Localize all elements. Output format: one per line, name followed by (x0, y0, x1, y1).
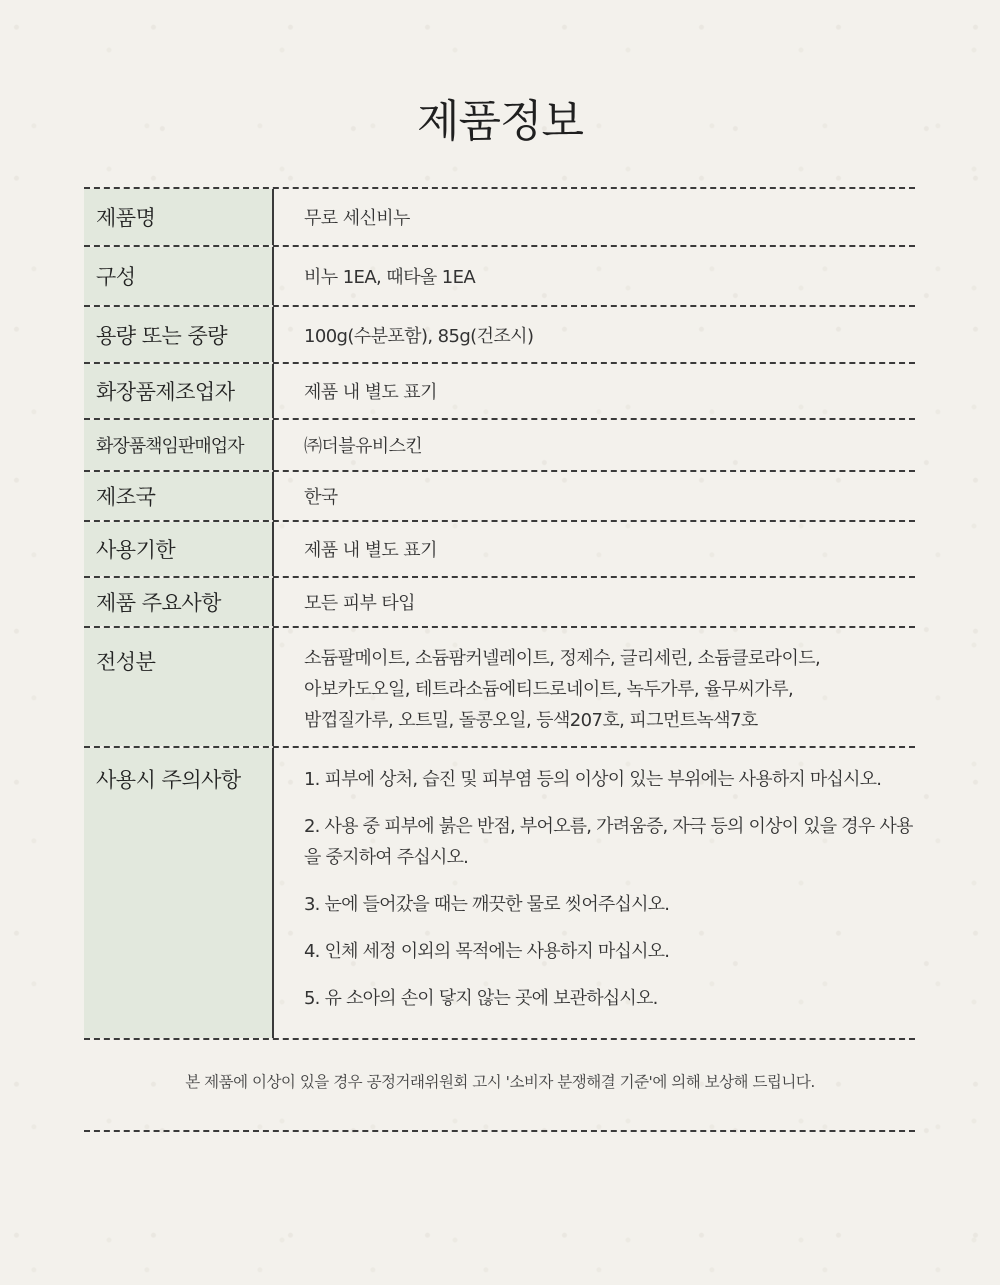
table-row-distributor (84, 418, 915, 470)
ingredients-line: 소듐팔메이트, 소듐팜커넬레이트, 정제수, 글리세린, 소듐클로라이드, (304, 648, 821, 669)
ingredients-line: 아보카도오일, 테트라소듐에티드로네이트, 녹두가루, 율무씨가루, (304, 679, 794, 700)
row-value: 제품 내 별도 표기 (304, 382, 437, 403)
table-row-composition (84, 245, 915, 305)
row-label: 사용기한 (84, 522, 274, 576)
row-value: 모든 피부 타입 (304, 593, 415, 614)
ingredients-line: 밤껍질가루, 오트밀, 돌콩오일, 등색207호, 피그먼트녹색7호 (304, 710, 758, 731)
page-title: 제품정보 (416, 96, 583, 147)
table-row-ingredients (84, 626, 915, 746)
cautions-value (274, 748, 915, 1038)
caution-item: 2. 사용 중 피부에 붉은 반점, 부어오름, 가려움증, 자극 등의 이상이 있을 경우 사용을 중지하여 주십시오. (304, 816, 913, 868)
row-label: 화장품제조업자 (84, 364, 274, 418)
caution-item: 4. 인체 세정 이외의 목적에는 사용하지 마십시오. (304, 941, 670, 962)
row-label: 구성 (84, 247, 274, 305)
row-value: 한국 (304, 487, 338, 508)
footer-note: 본 제품에 이상이 있을 경우 공정거래위원회 고시 '소비자 분쟁해결 기준'에 의해 보상해 드립니다. (185, 1073, 815, 1091)
row-value: ㈜더블유비스킨 (304, 436, 423, 457)
table-row-origin (84, 470, 915, 520)
row-value: 100g(수분포함), 85g(건조시) (304, 325, 534, 347)
row-label: 전성분 (84, 628, 274, 746)
row-label: 화장품책임판매업자 (84, 420, 274, 470)
table-row-key-features (84, 576, 915, 626)
row-label: 제조국 (84, 472, 274, 520)
ingredients-value (274, 628, 915, 746)
table-row-product-name (84, 187, 915, 245)
table-row-volume (84, 305, 915, 362)
row-label: 사용시 주의사항 (84, 748, 274, 1038)
caution-item: 1. 피부에 상처, 습진 및 피부염 등의 이상이 있는 부위에는 사용하지 마십시오. (304, 769, 882, 790)
row-value: 제품 내 별도 표기 (304, 540, 437, 561)
table-row-cautions (84, 746, 915, 1040)
caution-item: 5. 유 소아의 손이 닿지 않는 곳에 보관하십시오. (304, 988, 658, 1009)
row-label: 제품명 (84, 189, 274, 245)
row-value: 무로 세신비누 (304, 208, 410, 229)
row-label: 용량 또는 중량 (84, 307, 274, 362)
product-info-table (84, 187, 915, 1040)
table-row-expiry (84, 520, 915, 576)
row-label: 제품 주요사항 (84, 578, 274, 626)
caution-list (304, 764, 915, 1030)
footer-divider (84, 1130, 915, 1132)
table-row-manufacturer (84, 362, 915, 418)
row-value: 비누 1EA, 때타올 1EA (304, 267, 476, 288)
caution-item: 3. 눈에 들어갔을 때는 깨끗한 물로 씻어주십시오. (304, 894, 670, 915)
